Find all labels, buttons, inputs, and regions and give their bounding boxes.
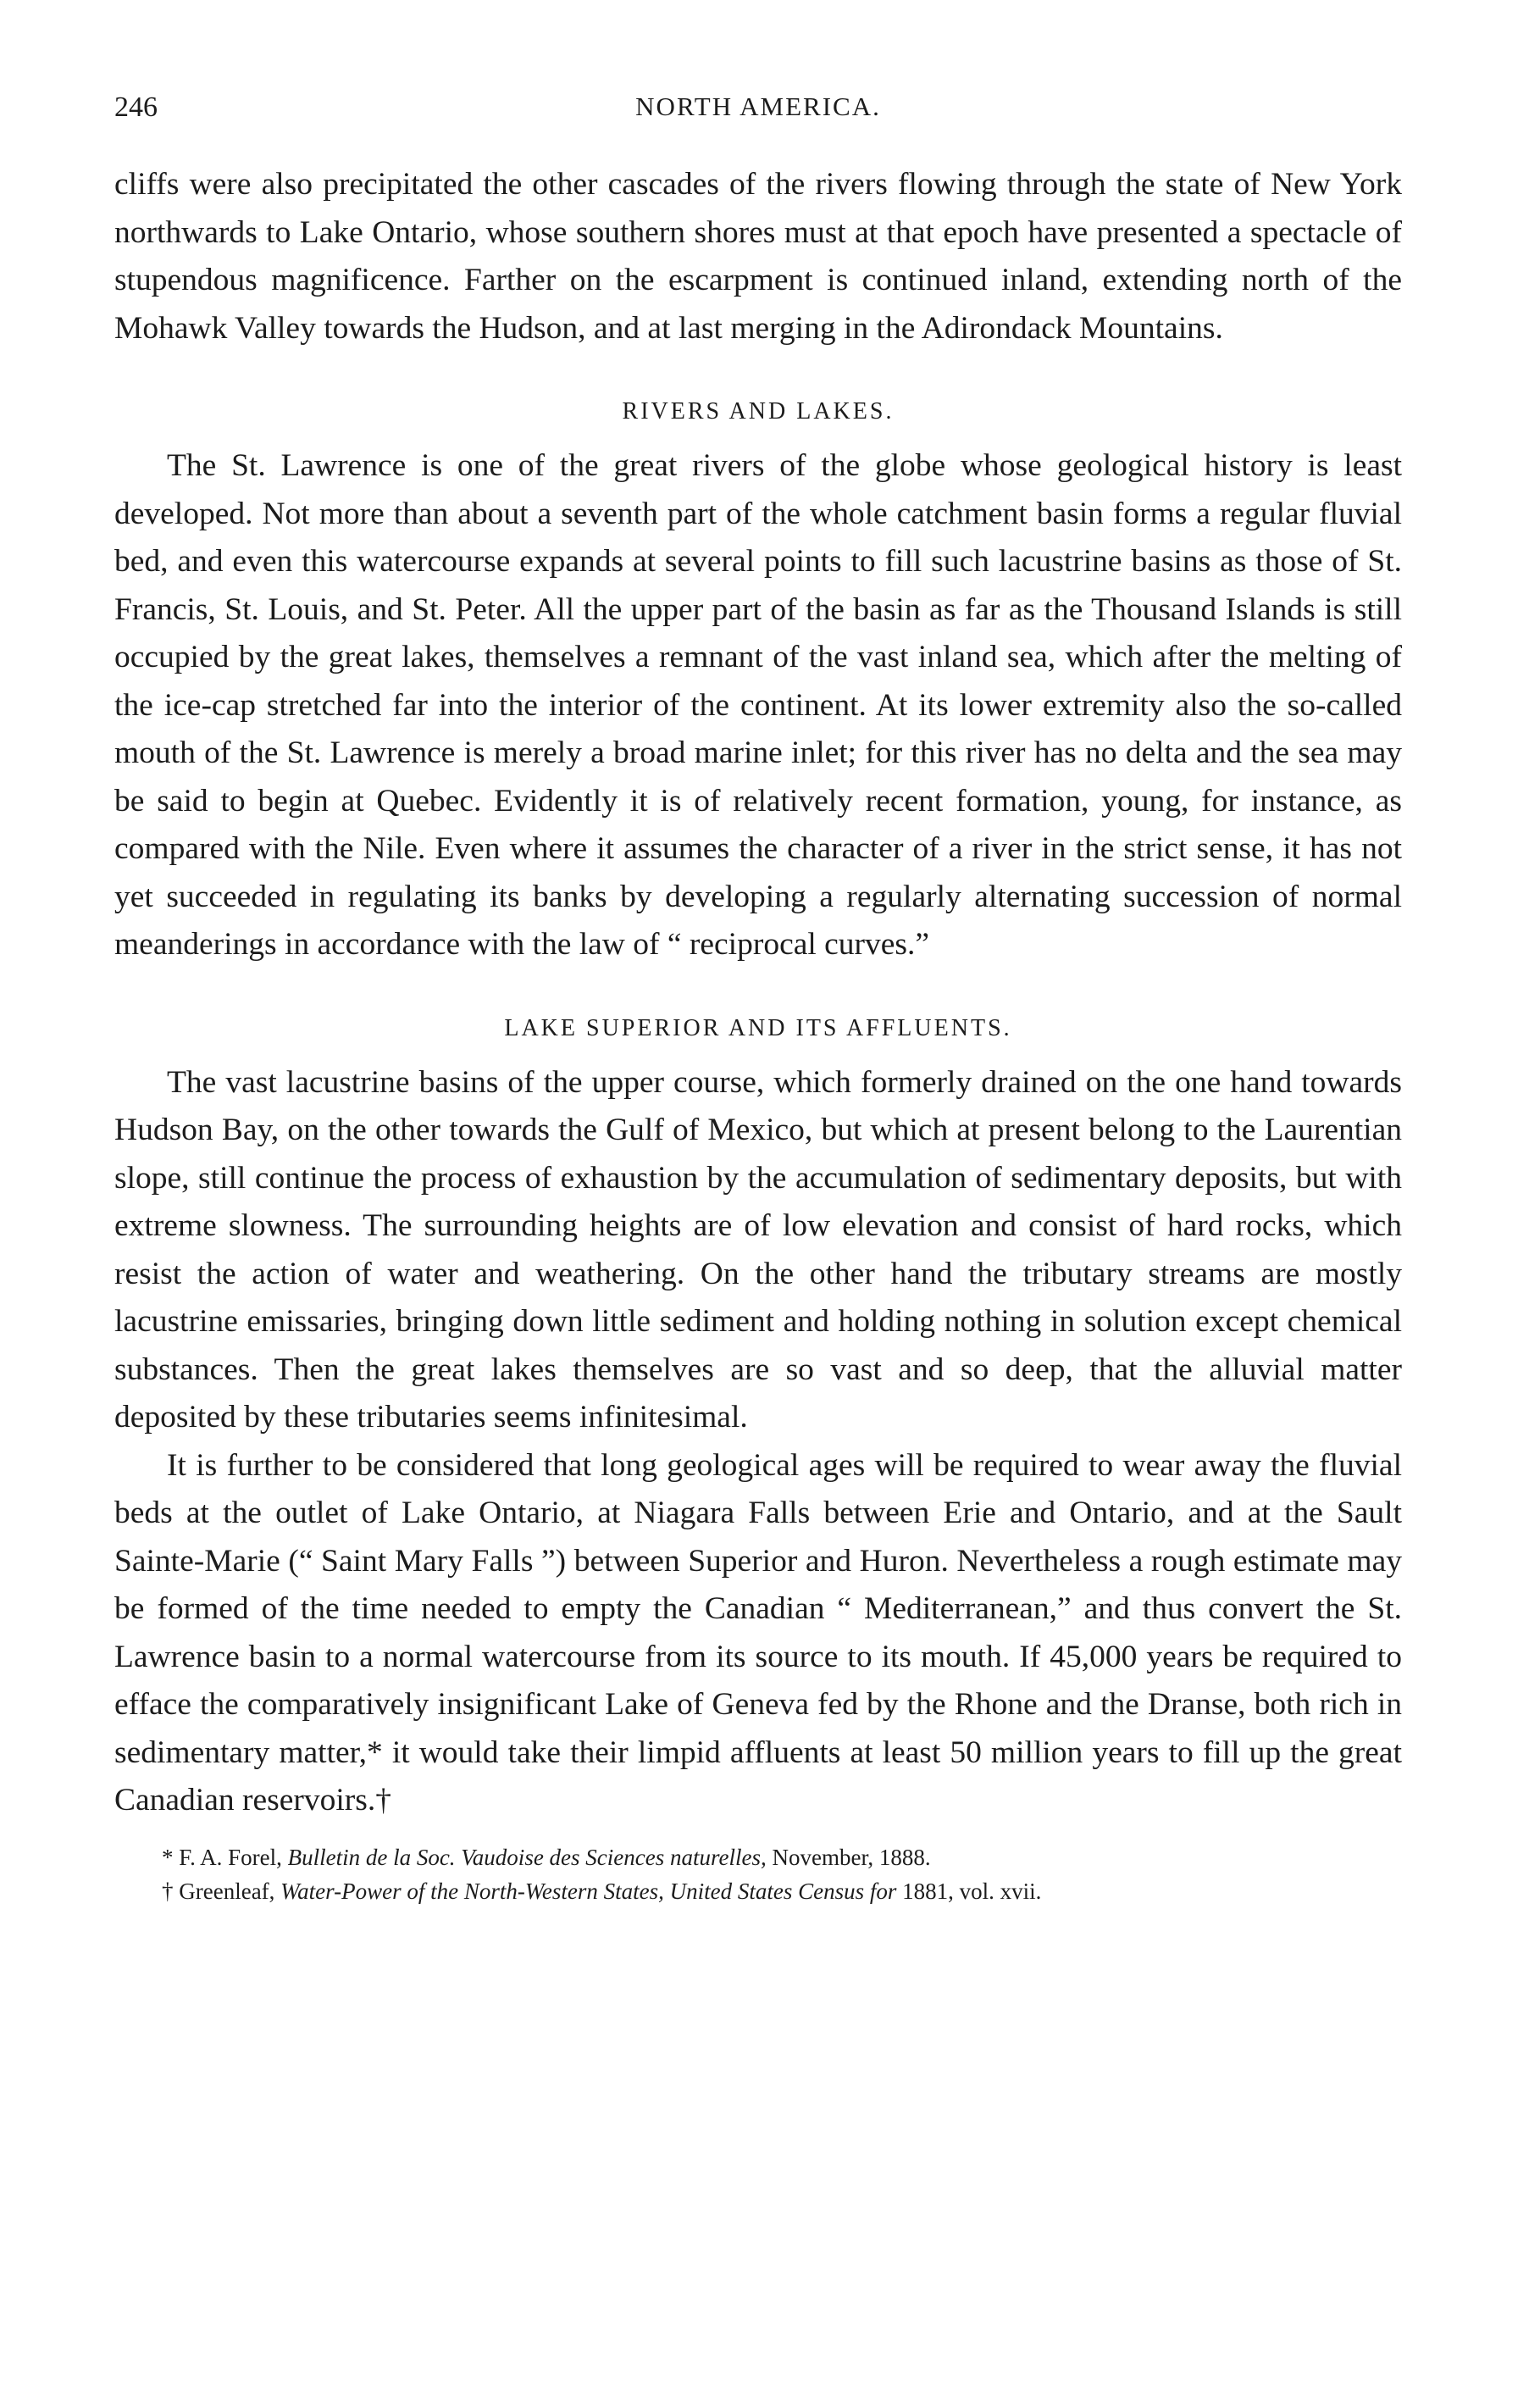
paragraph-superior-2: It is further to be considered that long geological ages will be required to wear away the fluvial beds at the outlet of Lake Ontario, at Niagara Falls between Erie and Ontario, and at the Sault Sainte-Marie (“ Saint Mary Falls ”) between Superior and Huron. Nevertheless a rough estimate may be formed of the time needed to empty the Canadian “ Mediterranean,” and thus convert the St. Lawrence basin to a normal watercourse from its source to its mouth. If 45,000 years be required to efface the comparatively insignificant Lake of Geneva fed by the Rhone and the Dranse, both rich in sedimentary matter,* it would take their limpid affluents at least 50 million years to fill up the great Canadian reservoirs.† xyxy=(114,1447,1402,1818)
paragraph-rivers: The St. Lawrence is one of the great rivers of the globe whose geological history is least developed. Not more than about a seventh part of the whole catchment basin forms a regular fluvial bed, and even this watercourse expands at several points to fill such lacustrine basins as those of St. Francis, St. Louis, and St. Peter. All the upper part of the basin as far as the Thousand Islands is still occupied by the great lakes, themselves a remnant of the vast inland sea, which after the melting of the ice-cap stretched far into the interior of the continent. At its lower extremity also the so-called mouth of the St. Lawrence is merely a broad marine inlet; for this river has no delta and the sea may be said to begin at Quebec. Evidently it is of relatively recent formation, young, for instance, as compared with the Nile. Even where it assumes the character of a river in the strict sense, it has not yet succeeded in regulating its banks by developing a regularly alternating succession of normal meanderings in accordance with the law of “ reciprocal curves.” xyxy=(114,448,1402,962)
footnotes xyxy=(114,1840,1402,1908)
running-title: NORTH AMERICA. xyxy=(635,92,881,121)
paragraph-superior-1: The vast lacustrine basins of the upper course, which formerly drained on the one hand towards Hudson Bay, on the other towards the Gulf of Mexico, but which at present belong to the Laurentian slope, still continue the process of exhaustion by the accumulation of sedimentary deposits, but with extreme slowness. The surrounding heights are of low elevation and consist of hard rocks, which resist the action of water and weathering. On the other hand the tributary streams are mostly lacustrine emissaries, bringing down little sediment and holding nothing in solution except chemical substances. Then the great lakes themselves are so vast and so deep, that the alluvial matter deposited by these tributaries seems infinitesimal. xyxy=(114,1064,1402,1435)
running-head xyxy=(114,78,1402,123)
footnote-2-author: Greenleaf, xyxy=(179,1878,275,1904)
paragraph-intro: cliffs were also precipitated the other cascades of the rivers flowing through the state of New York northwards to Lake Ontario, whose southern shores must at that epoch have presented a spectacle of stupendous magnificence. Farther on the escarpment is continued inland, extending north of the Mohawk Valley towards the Hudson, and at last merging in the Adirondack Mountains. xyxy=(114,167,1402,346)
footnote-1-mark: * xyxy=(162,1844,174,1870)
footnote-1-date: November, 1888. xyxy=(772,1844,931,1870)
section-heading-rivers: RIVERS AND LAKES. xyxy=(622,398,895,425)
footnote-2-mark: † xyxy=(162,1878,174,1904)
body-text xyxy=(114,161,1402,1825)
footnote-2-date: 1881, vol. xvii. xyxy=(902,1878,1042,1904)
section-heading-superior: LAKE SUPERIOR AND ITS AFFLUENTS. xyxy=(504,1014,1012,1041)
footnote-1 xyxy=(162,1840,1402,1874)
book-page xyxy=(114,78,1402,1908)
page-number: 246 xyxy=(114,92,158,123)
footnote-2 xyxy=(162,1874,1402,1908)
footnote-1-work: Bulletin de la Soc. Vaudoise des Sciences naturelles, xyxy=(287,1844,767,1870)
footnote-1-author: F. A. Forel, xyxy=(179,1844,282,1870)
footnote-2-work: Water-Power of the North-Western States, United States Census for xyxy=(280,1878,897,1904)
